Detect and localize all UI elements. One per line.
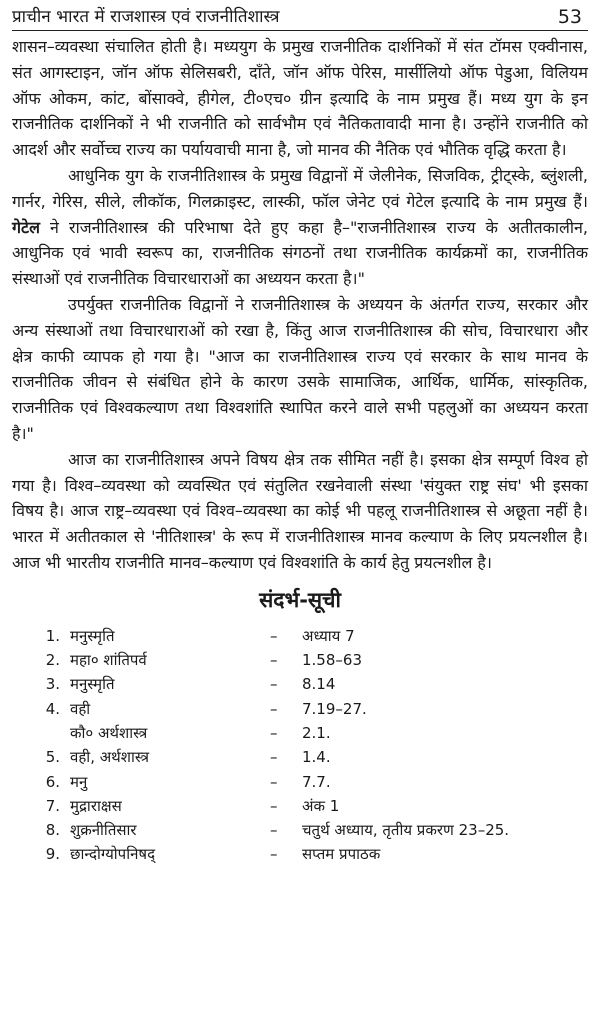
paragraph-2-part-b: ने राजनीतिशास्त्र की परिभाषा देते हुए कहा है–"राजनीतिशास्त्र राज्य के अतीतकालीन, आधुनिक एवं भावी स्वरूप का, राजनीतिक संगठनों तथा राजनीतिक कार्यक्रमों का, राजनीतिक संस्थाओं एवं राजनीतिक विचारधाराओं का अध्ययन करता है।": [12, 217, 588, 289]
reference-dash: –: [270, 821, 278, 840]
reference-dash: –: [270, 772, 278, 791]
paragraph-2-part-a: आधुनिक युग के राजनीतिशास्त्र के प्रमुख विद्वानों में जेलीनेक, सिजविक, ट्रीट्स्के, ब्लुंशली, गार्नर, गेरिस, सीले, लीकॉक, गिलक्राइस्ट, लास्की, फॉल जेनेट एवं गेटेल इत्यादि के नाम प्रमुख हैं।: [12, 165, 588, 211]
reference-number: 1.: [45, 626, 60, 645]
reference-number: 7.: [45, 796, 60, 815]
reference-source: मनुस्मृति: [70, 626, 115, 645]
reference-item: [12, 842, 588, 866]
emphasis-gettell: गेटेल: [12, 217, 40, 237]
references-title: संदर्भ-सूची: [259, 587, 341, 612]
reference-location: 1.58–63: [302, 651, 362, 670]
reference-number: 8.: [45, 821, 60, 840]
reference-dash: –: [270, 723, 278, 742]
references-list: [12, 624, 588, 867]
reference-item: [12, 794, 588, 818]
reference-source: मनु: [70, 772, 88, 791]
reference-item: [12, 648, 588, 672]
reference-dash: –: [270, 845, 278, 864]
reference-item: [12, 745, 588, 769]
page-number: 53: [557, 6, 582, 28]
reference-item: [12, 721, 588, 745]
reference-location: 7.19–27.: [302, 699, 367, 718]
reference-source: वही, अर्थशास्त्र: [70, 748, 149, 767]
reference-source: छान्दोग्योपनिषद्: [70, 845, 156, 864]
reference-dash: –: [270, 651, 278, 670]
reference-dash: –: [270, 796, 278, 815]
paragraph-4: आज का राजनीतिशास्त्र अपने विषय क्षेत्र तक सीमित नहीं है। इसका क्षेत्र सम्पूर्ण विश्व हो गया है। विश्व–व्यवस्था को व्यवस्थित एवं संतुलित रखनेवाली संस्था 'संयुक्त राष्ट्र संघ' भी इसका विषय है। आज राष्ट्र–व्यवस्था एवं विश्व–व्यवस्था का कोई भी पहलू राजनीतिशास्त्र से अछूता नहीं है। भारत में अतीतकाल से 'नीतिशास्त्र' के रूप में राजनीतिशास्त्र मानव कल्याण के लिए प्रयत्नशील है। आज भी भारतीय राजनीति मानव–कल्याण एवं विश्वशांति के कार्य हेतु प्रयत्नशील है।: [12, 449, 588, 572]
reference-location: 1.4.: [302, 748, 331, 767]
reference-source: कौ० अर्थशास्त्र: [70, 723, 148, 742]
reference-source: मनुस्मृति: [70, 675, 115, 694]
body-text: [12, 34, 588, 576]
reference-source: मुद्राराक्षस: [70, 796, 122, 815]
reference-number: 4.: [45, 699, 60, 718]
reference-item: [12, 697, 588, 721]
reference-location: 2.1.: [302, 723, 331, 742]
reference-location: सप्तम प्रपाठक: [302, 845, 381, 864]
reference-number: [12, 721, 70, 745]
reference-item: [12, 624, 588, 648]
running-header: [12, 6, 588, 31]
reference-location: 7.7.: [302, 772, 331, 791]
paragraph-1: शासन–व्यवस्था संचालित होती है। मध्ययुग के प्रमुख राजनीतिक दार्शनिकों में संत टॉमस एक्वीनास, संत आगस्टाइन, जॉन ऑफ सेलिसबरी, दाँते, जॉन ऑफ पेरिस, मार्सीलियो ऑफ पेडुआ, विलियम ऑफ ओकम, कांट, बोंसाक्वे, हीगेल, टी०एच० ग्रीन इत्यादि के नाम प्रमुख हैं। मध्य युग के इन राजनीतिक दार्शनिकों ने भी राजनीति को सार्वभौम एवं नैतिकतावादी माना है। उन्होंने राजनीति को आदर्श और सर्वोच्च राज्य का पर्यायवाची माना है, जो मानव की नैतिक एवं भौतिक वृद्धि करता है।: [12, 37, 588, 160]
reference-dash: –: [270, 626, 278, 645]
reference-item: [12, 672, 588, 696]
reference-location: अध्याय 7: [302, 626, 355, 645]
reference-item: [12, 818, 588, 842]
reference-number: 2.: [45, 651, 60, 670]
reference-location: अंक 1: [302, 796, 340, 815]
header-title: प्राचीन भारत में राजशास्त्र एवं राजनीतिशास्त्र: [12, 7, 280, 27]
reference-number: 9.: [45, 845, 60, 864]
reference-number: 3.: [45, 675, 60, 694]
reference-item: [12, 770, 588, 794]
reference-source: वही: [70, 699, 91, 718]
reference-dash: –: [270, 699, 278, 718]
reference-dash: –: [270, 748, 278, 767]
reference-dash: –: [270, 675, 278, 694]
reference-source: महा० शांतिपर्व: [70, 651, 147, 670]
paragraph-2: [12, 163, 588, 292]
reference-number: 5.: [45, 748, 60, 767]
reference-location: चतुर्थ अध्याय, तृतीय प्रकरण 23–25.: [302, 821, 510, 840]
paragraph-3: उपर्युक्त राजनीतिक विद्वानों ने राजनीतिशास्त्र के अध्ययन के अंतर्गत राज्य, सरकार और अन्य संस्थाओं तथा विचारधाराओं को रखा है, किंतु आज राजनीतिशास्त्र की सोच, विचारधारा और क्षेत्र काफी व्यापक हो गया है। "आज का राजनीतिशास्त्र राज्य एवं सरकार के साथ मानव के राजनीतिक जीवन से संबंधित होने के कारण उसके सामाजिक, आर्थिक, धार्मिक, सांस्कृतिक, राजनीतिक एवं विश्वकल्याण तथा विश्वशांति स्थापित करने वाले सभी पहलुओं का अध्ययन करता है।": [12, 294, 588, 443]
reference-location: 8.14: [302, 675, 336, 694]
reference-source: शुक्रनीतिसार: [70, 821, 137, 840]
reference-number: 6.: [45, 772, 60, 791]
